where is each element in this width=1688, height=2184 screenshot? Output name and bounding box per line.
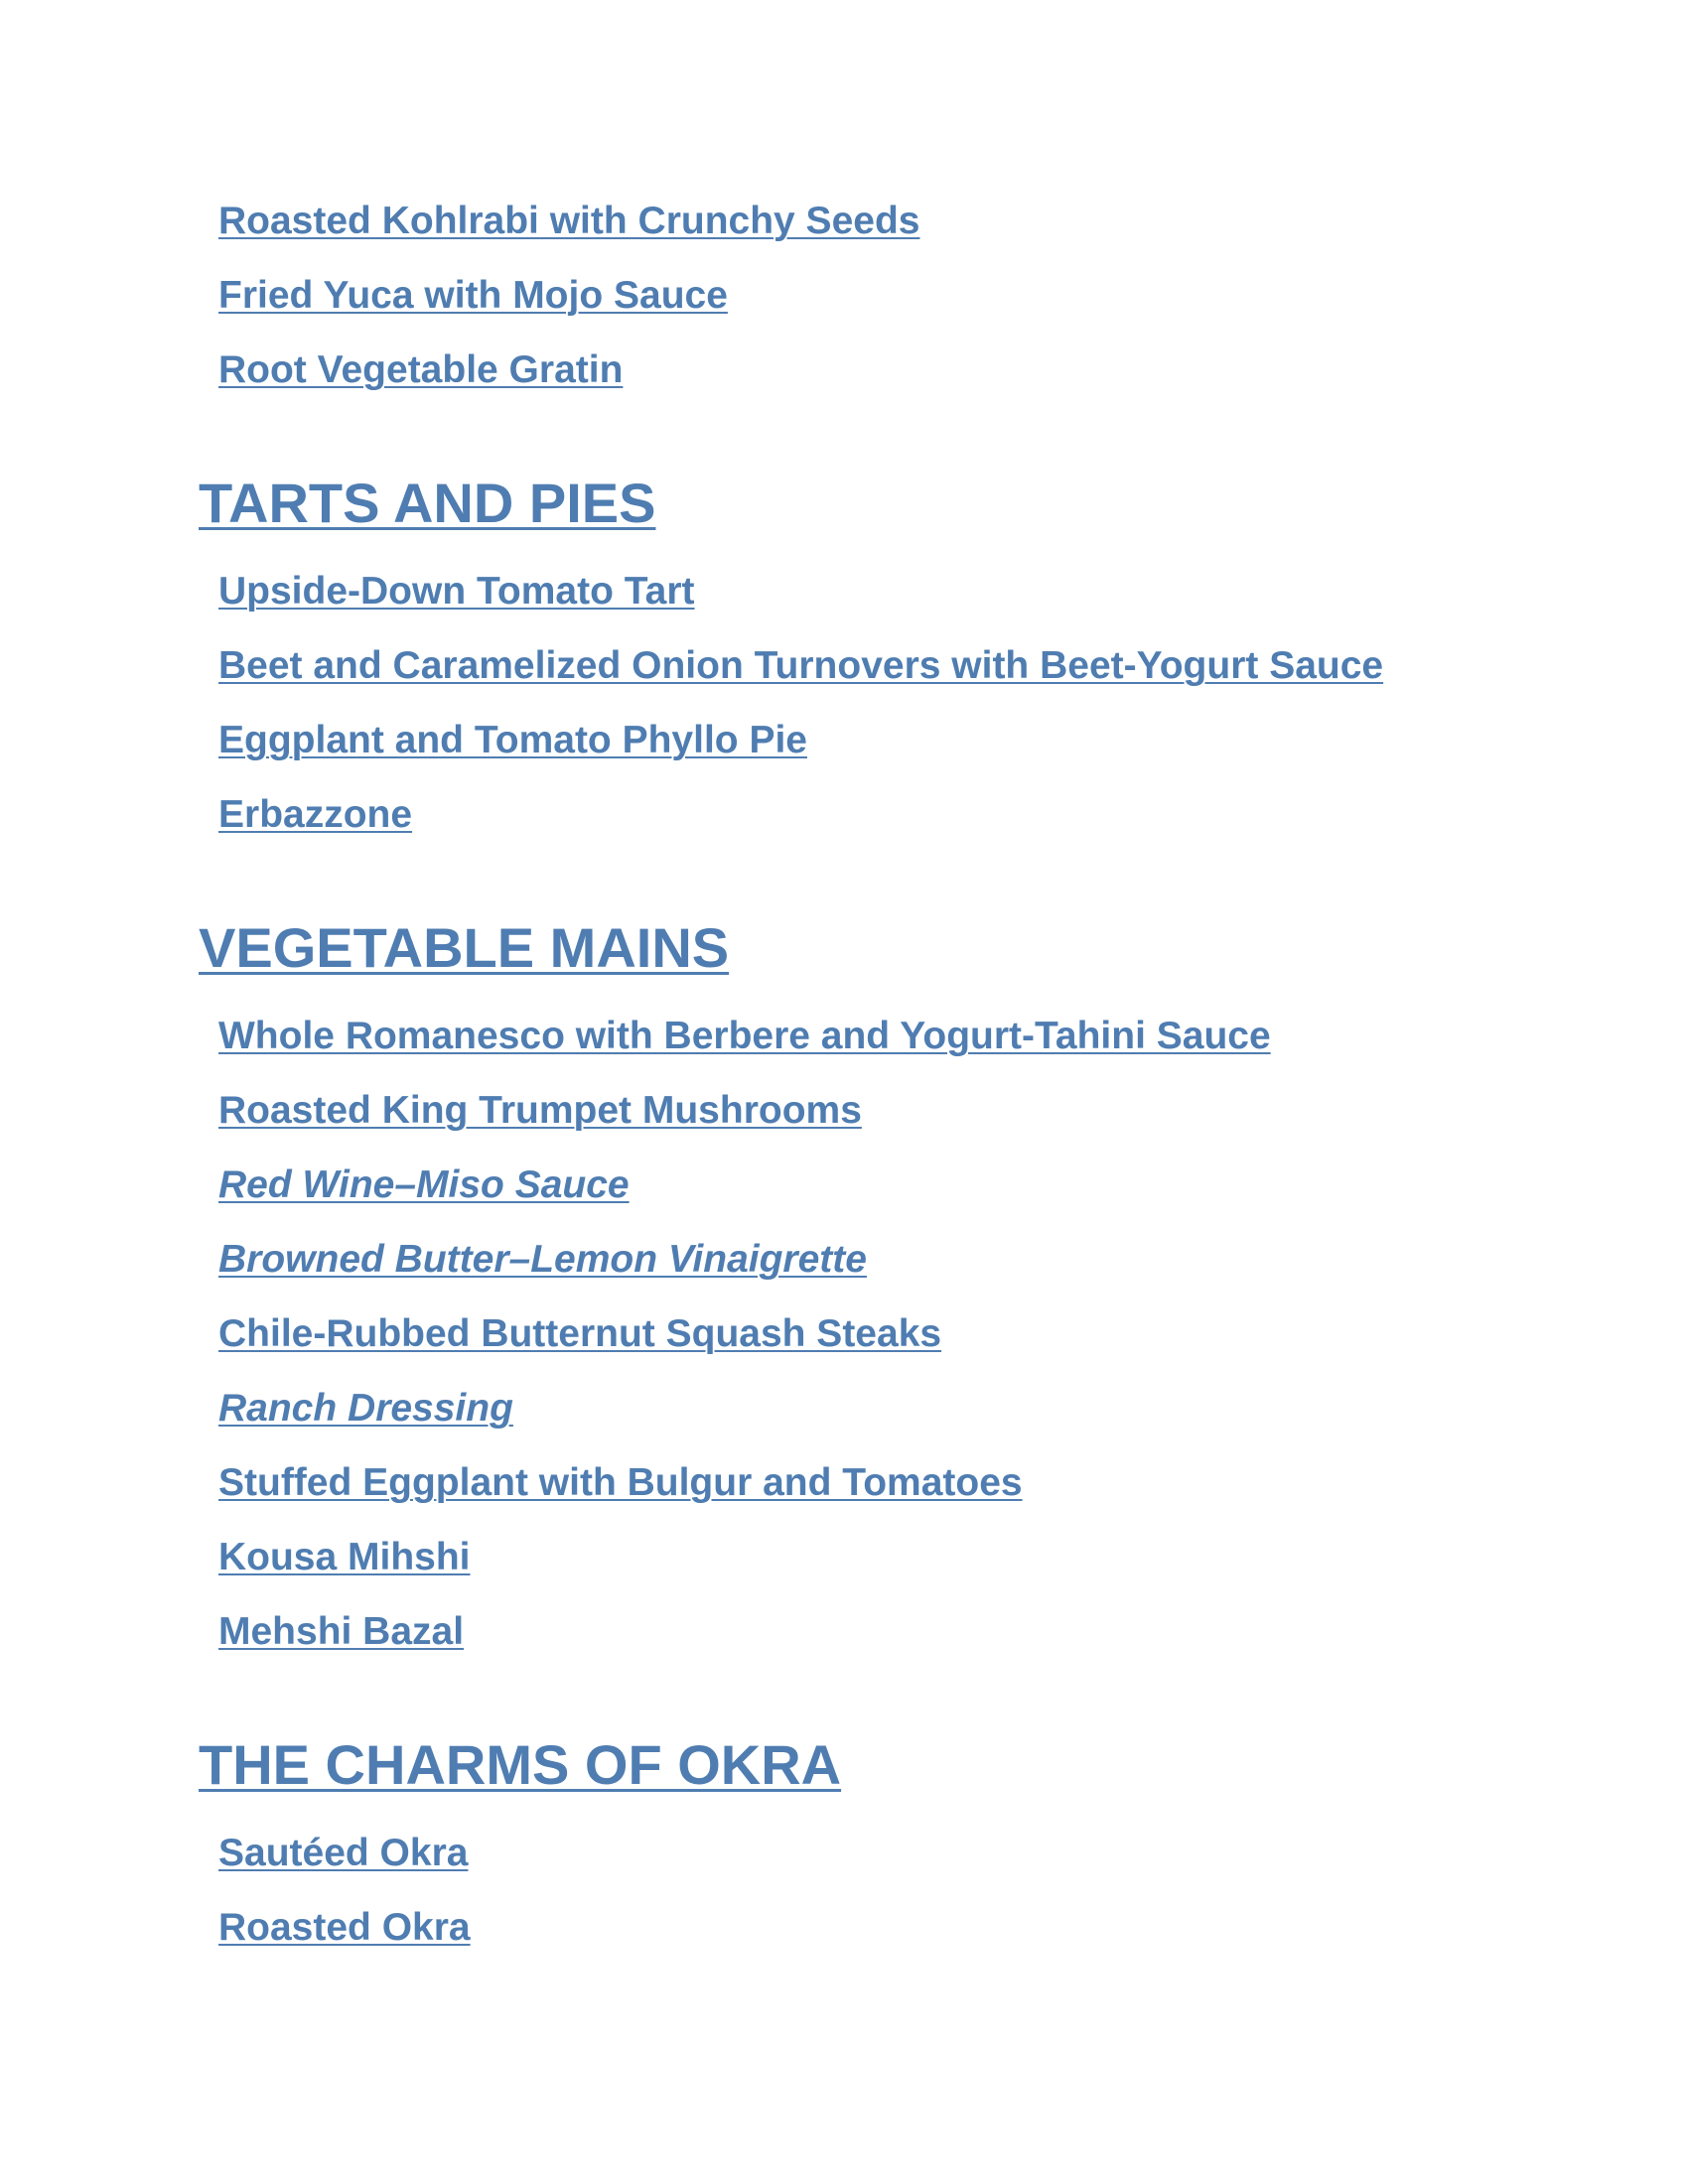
toc-entry-roasted-kohlrabi[interactable]: Roasted Kohlrabi with Crunchy Seeds <box>218 200 920 242</box>
toc-entry-ranch-dressing[interactable]: Ranch Dressing <box>218 1387 513 1430</box>
toc-entry-stuffed-eggplant[interactable]: Stuffed Eggplant with Bulgur and Tomatoes <box>218 1461 1023 1504</box>
toc-entry-eggplant-tomato-phyllo-pie[interactable]: Eggplant and Tomato Phyllo Pie <box>218 719 807 761</box>
toc-entry-chile-rubbed-squash[interactable]: Chile-Rubbed Butternut Squash Steaks <box>218 1312 942 1355</box>
toc-entry-beet-onion-turnovers[interactable]: Beet and Caramelized Onion Turnovers with Beet-Yogurt Sauce <box>218 644 1384 687</box>
section-heading-tarts-and-pies[interactable]: TARTS AND PIES <box>199 472 656 534</box>
toc-entry-kousa-mihshi[interactable]: Kousa Mihshi <box>218 1536 471 1578</box>
toc-entry-root-vegetable-gratin[interactable]: Root Vegetable Gratin <box>218 348 624 391</box>
toc-entry-red-wine-miso-sauce[interactable]: Red Wine–Miso Sauce <box>218 1163 630 1206</box>
toc-entry-erbazzone[interactable]: Erbazzone <box>218 793 413 836</box>
toc-entry-roasted-okra[interactable]: Roasted Okra <box>218 1906 471 1949</box>
section-heading-vegetable-mains[interactable]: VEGETABLE MAINS <box>199 916 730 979</box>
toc-entry-browned-butter-vinaigrette[interactable]: Browned Butter–Lemon Vinaigrette <box>218 1238 867 1281</box>
toc-entry-fried-yuca[interactable]: Fried Yuca with Mojo Sauce <box>218 274 728 317</box>
toc-entry-mehshi-bazal[interactable]: Mehshi Bazal <box>218 1610 465 1653</box>
toc-entry-roasted-king-trumpet[interactable]: Roasted King Trumpet Mushrooms <box>218 1089 862 1132</box>
section-heading-charms-of-okra[interactable]: THE CHARMS OF OKRA <box>199 1733 842 1796</box>
toc-entry-whole-romanesco[interactable]: Whole Romanesco with Berbere and Yogurt-Tahini Sauce <box>218 1015 1271 1057</box>
toc-entry-upside-down-tomato-tart[interactable]: Upside-Down Tomato Tart <box>218 570 695 613</box>
toc-entry-sauteed-okra[interactable]: Sautéed Okra <box>218 1832 469 1874</box>
